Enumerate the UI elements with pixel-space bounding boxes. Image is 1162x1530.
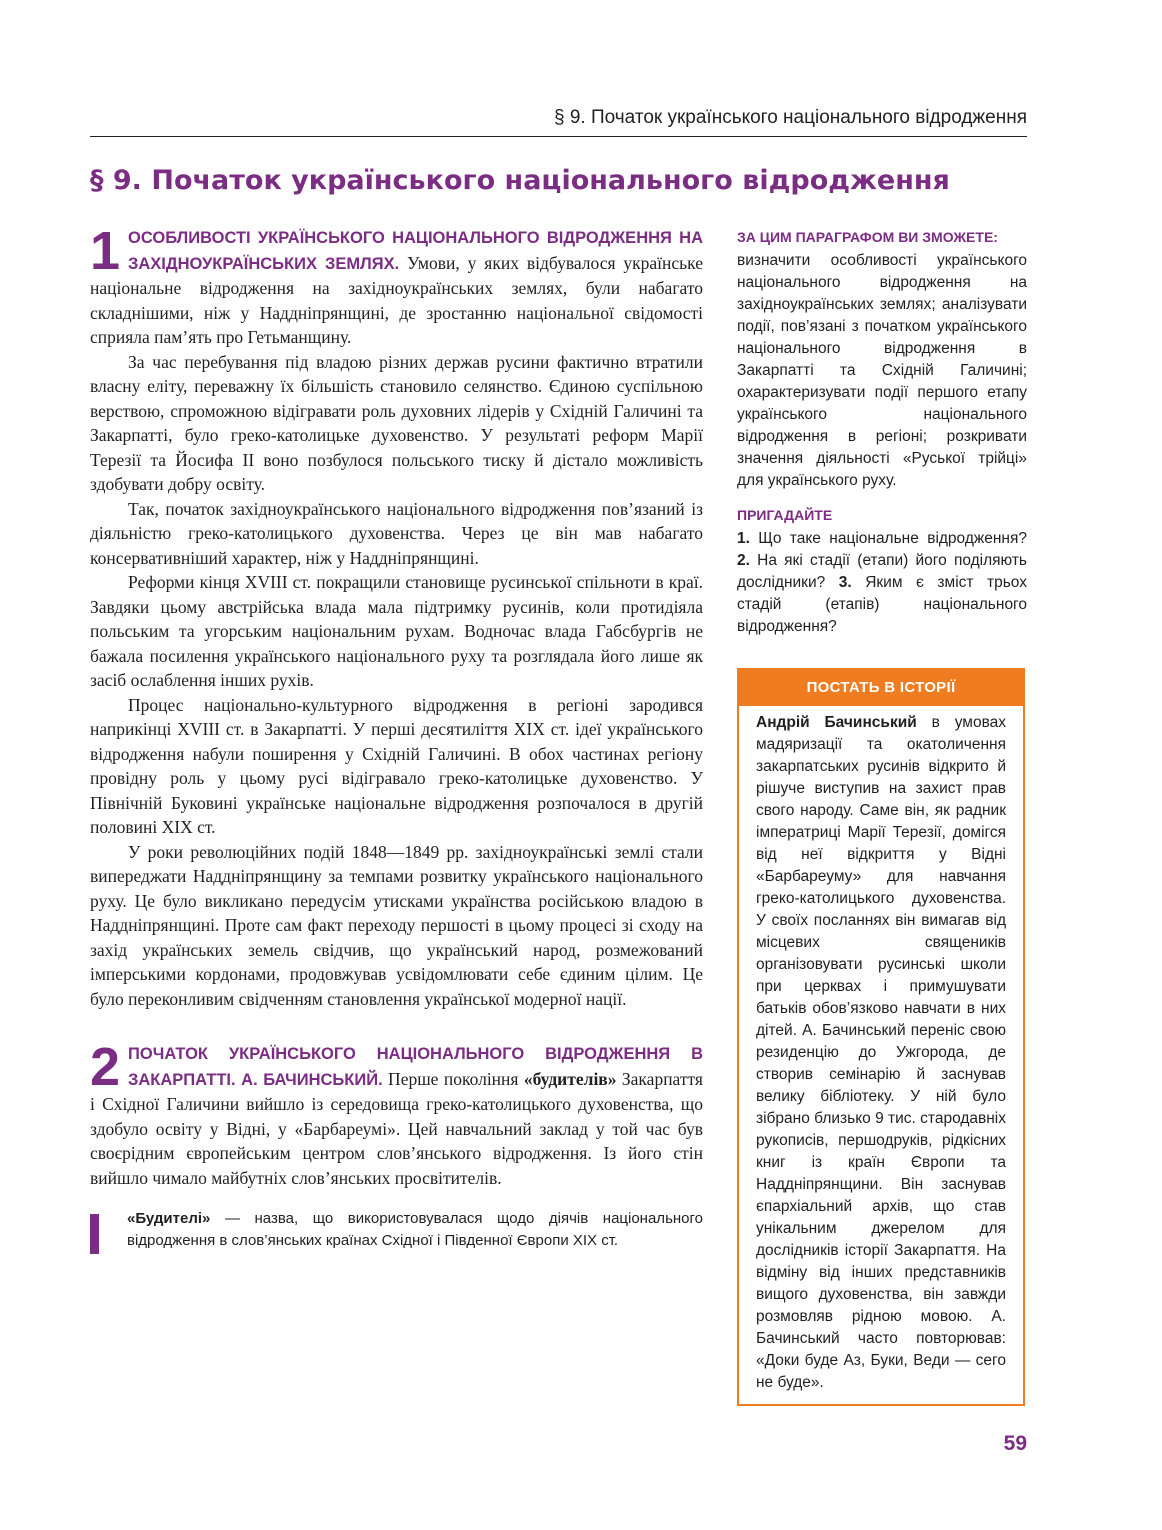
box-text: в умовах мадяризації та окатоличення закарпатських русинів відкрито й рішуче виступив на захист прав свого народу. Саме він, як радник імператриці Марії Терезії, домігся від неї відкриття у Відні «Барбареуму» для навчання греко-католицького духовенства. У своїх посланнях він вимагав від місцевих священиків організовувати русинські школи при церквах і примушувати батьків обов’язково навчати в них дітей. А. Бачинський переніс свою резиденцію до Ужгорода, де створив семінарію й заснував велику бібліотеку. У ній було зібрано близько 9 тис. стародавніх рукописів, першодруків, рідкісних книг із країн Європи та Наддніпрянщини. Він заснував єпархіальний архів, що став унікальним джерелом для дослідників історії Закарпаття. На відміну від інших представників вищого духовенства, він завжди розмовляв рідною мовою. А. Бачинський часто повторював: «Доки буде Аз, Буки, Веди — сего не буде». — [756, 714, 1006, 1391]
paragraph: У роки революційних подій 1848—1849 рр. західноукраїнські землі стали випереджати Наддніпрянщину за темпами розвитку українського національного руху. Це було викликано передусім утисками українства російською владою в Наддніпрянщині. Проте сам факт переходу першості в цьому процесі зі сходу на захід українських земель свідчив, що український народ, розмежований імперськими кордонами, продовжував усвідомлювати себе єдиним цілим. Це було переконливим свідченням становлення української модерної нації. — [90, 841, 703, 1009]
figure-in-history-box — [737, 668, 1025, 1406]
recall-questions — [737, 528, 1027, 638]
paragraph: Реформи кінця XVIII ст. покращили становище русинської спільноти в краї. Завдяки цьому австрійська влада мала підтримку русинів, коли протидіяла польським та угорським національним рухам. Водночас влада Габсбургів не бажала посилення українського національного руху та розглядала його лише як засіб ослаблення інших рухів. — [90, 572, 703, 690]
question-text: Що таке національне відродження? — [749, 530, 1027, 547]
section-2 — [90, 1037, 703, 1190]
section-number: 2 — [90, 1037, 121, 1097]
box-heading: ПОСТАТЬ В ІСТОРІЇ — [739, 670, 1023, 706]
question-number: 2. — [737, 552, 750, 569]
recall-block — [737, 504, 1027, 638]
paragraph: Так, початок західноукраїнського національного відродження пов’язаний із діяльністю греко-католицького духовенства. Через це він мав набагато консервативніший характер, ніж у Наддніпрянщині. — [90, 498, 703, 568]
person-name: Андрій Бачинський — [756, 714, 917, 731]
goals-text: визначити особливості українського національного відродження на західноукраїнських землях; аналізувати події, пов’язані з початком українського національного відродження в Закарпатті та Східній Галичині; охарактеризувати події першого етапу українського національного відродження в регіоні; розкривати значення діяльності «Руської трійці» для українського руху. — [737, 252, 1027, 489]
glossary-definition: — назва, що використовувалася щодо діячів національного відродження в слов’янських країнах Східної і Південної Європи XIX ст. — [127, 1210, 703, 1249]
paragraph: За час перебування під владою різних держав русини фактично втратили власну еліту, переважну їх більшість становило селянство. Єдиною суспільною верствою, спроможною відігравати роль духовних лідерів у Східній Галичині та Закарпатті, було греко-католицьке духовенство. У результаті реформ Марії Терезії та Йосифа II воно позбулося польського тиску й дістало можливість здобувати добру освіту. — [90, 351, 703, 494]
section-1 — [90, 221, 703, 1011]
glossary-bar — [90, 1214, 99, 1254]
question-number: 1. — [737, 530, 750, 547]
box-body — [739, 706, 1023, 1394]
section-1-lead-text: Умови, у яких відбувалося українське національне відродження на західноукраїнських землях, були набагато складнішими, ніж у Наддніпрянщині, де зростанню національної свідомості сприяла пам’ять про Гетьманщину. — [90, 252, 703, 347]
section-heading: ПОЧАТОК УКРАЇНСЬКОГО НАЦІОНАЛЬНОГО ВІДРОДЖЕННЯ В ЗАКАРПАТТІ. А. БАЧИНСЬКИЙ. — [128, 1045, 703, 1089]
section-2-term: «будителів» — [523, 1068, 617, 1089]
recall-heading: ПРИГАДАЙТЕ — [737, 507, 833, 523]
section-number: 1 — [90, 221, 121, 281]
glossary-term: «Будителі» — [127, 1210, 211, 1227]
section-2-text-a: Перше покоління — [382, 1068, 524, 1089]
question-text: Яким є зміст трьох стадій (етапів) національного відродження? — [737, 574, 1027, 635]
section-2-lead — [90, 1037, 703, 1190]
section-2-text-b: Закарпаття і Східної Галичини вийшло із середовища греко-католицького духовенства, що здобуло освіту у Відні, у «Барбареумі». Цей навчальний заклад у той час був своєрідним європейським центром слов’янського відродження. Із його стін вийшло чимало майбутніх слов’янських просвітителів. — [90, 1068, 703, 1188]
section-heading: ОСОБЛИВОСТІ УКРАЇНСЬКОГО НАЦІОНАЛЬНОГО ВІДРОДЖЕННЯ НА ЗАХІДНОУКРАЇНСЬКИХ ЗЕМЛЯХ. — [128, 229, 703, 273]
section-1-lead — [90, 221, 703, 350]
running-head: § 9. Початок українського національного відродження — [90, 100, 1027, 137]
goals-heading: ЗА ЦИМ ПАРАГРАФОМ ВИ ЗМОЖЕТЕ: — [737, 229, 998, 245]
page-title: § 9. Початок українського національного відродження — [90, 165, 950, 196]
main-column — [90, 221, 703, 1252]
glossary-note — [90, 1208, 703, 1252]
question-number: 3. — [838, 574, 852, 591]
question-text: На які стадії (етапи) його поділяють дослідники? — [737, 552, 1027, 591]
sidebar — [737, 226, 1027, 638]
page-number: 59 — [1003, 1432, 1027, 1455]
paragraph: Процес національно-культурного відродження в регіоні зародився наприкінці XVIII ст. в Закарпатті. У перші десятиліття XIX ст. ідеї українського відродження набули поширення у Східній Галичині. В обох частинах регіону провідну роль у цьому русі відігравало греко-католицьке духовенство. У Північній Буковині українське національне відродження розпочалося в другій половині XIX ст. — [90, 694, 703, 837]
